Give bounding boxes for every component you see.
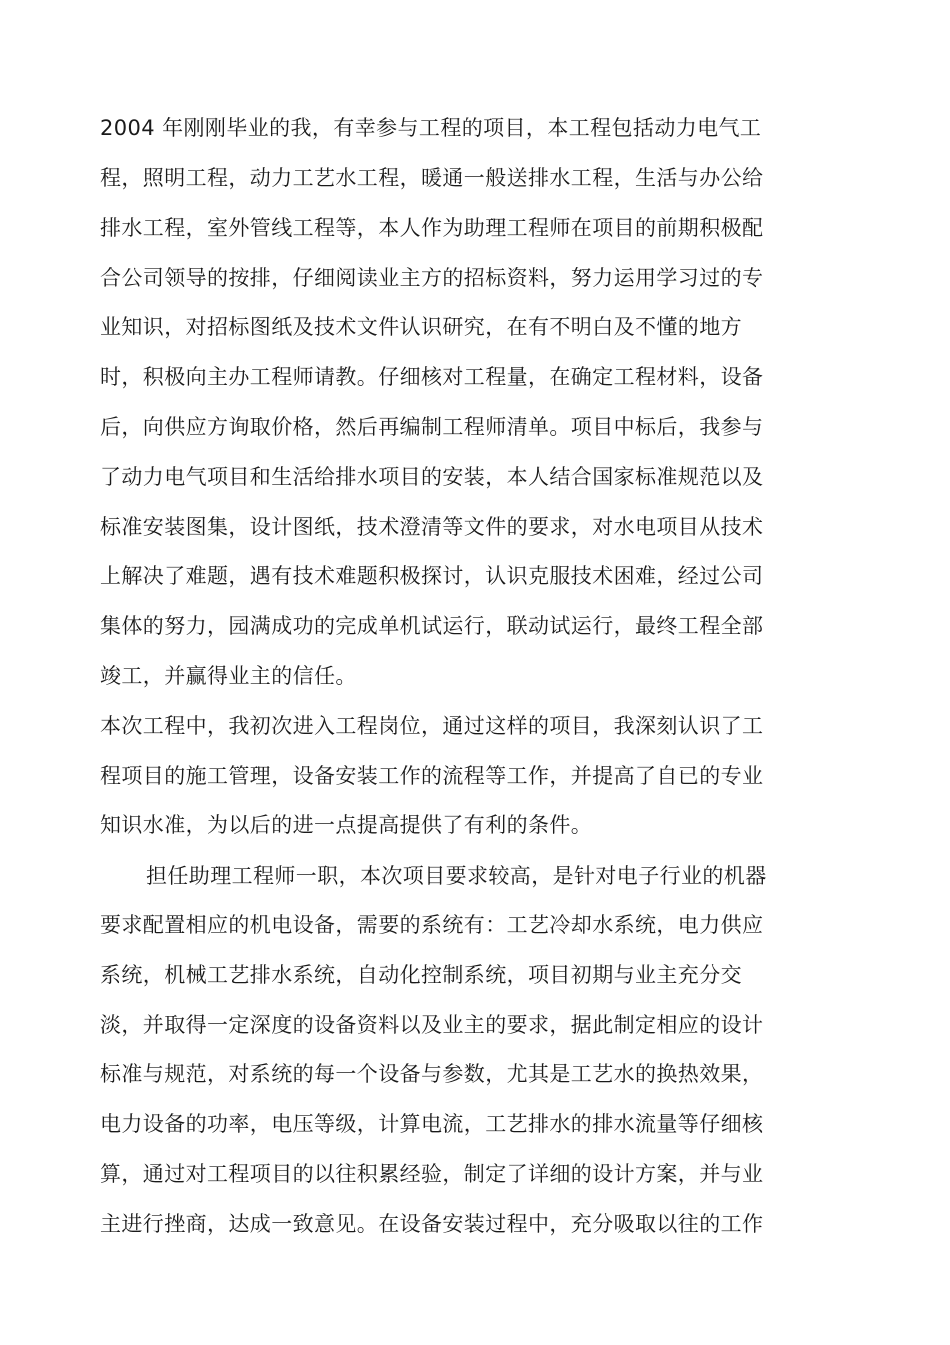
paragraph-3-line-2: 要求配置相应的机电设备，需要的系统有：工艺冷却水系统，电力供应 bbox=[100, 913, 764, 937]
paragraph-3-line-1: 担任助理工程师一职，本次项目要求较高，是针对电子行业的机器 bbox=[146, 864, 767, 888]
paragraph-1-line-10: 上解决了难题，遇有技术难题积极探讨，认识克服技术困难，经过公司 bbox=[100, 564, 764, 588]
paragraph-1-line-6: 时，积极向主办工程师请教。仔细核对工程量，在确定工程材料，设备 bbox=[100, 365, 764, 389]
paragraph-1-line-8: 了动力电气项目和生活给排水项目的安装，本人结合国家标准规范以及 bbox=[100, 465, 764, 489]
paragraph-3-line-7: 算，通过对工程项目的以往积累经验，制定了详细的设计方案，并与业 bbox=[100, 1162, 764, 1186]
paragraph-3-line-4: 淡，并取得一定深度的设备资料以及业主的要求，据此制定相应的设计 bbox=[100, 1013, 764, 1037]
paragraph-2-line-3: 知识水准，为以后的进一点提高提供了有利的条件。 bbox=[100, 813, 593, 837]
paragraph-1-line-4: 合公司领导的按排，仔细阅读业主方的招标资料，努力运用学习过的专 bbox=[100, 266, 764, 290]
paragraph-3-line-3: 系统，机械工艺排水系统，自动化控制系统，项目初期与业主充分交 bbox=[100, 963, 742, 987]
paragraph-2-line-1: 本次工程中，我初次进入工程岗位，通过这样的项目，我深刻认识了工 bbox=[100, 714, 764, 738]
paragraph-2-line-2: 程项目的施工管理，设备安装工作的流程等工作，并提高了自已的专业 bbox=[100, 764, 764, 788]
paragraph-1-line-11: 集体的努力，园满成功的完成单机试运行，联动试运行，最终工程全部 bbox=[100, 614, 764, 638]
paragraph-1-line-3: 排水工程，室外管线工程等，本人作为助理工程师在项目的前期积极配 bbox=[100, 216, 764, 240]
paragraph-1-line-5: 业知识，对招标图纸及技术文件认识研究，在有不明白及不懂的地方 bbox=[100, 315, 742, 339]
paragraph-1-line-12: 竣工，并赢得业主的信任。 bbox=[100, 664, 357, 688]
paragraph-1-line-7: 后，向供应方询取价格，然后再编制工程师清单。项目中标后，我参与 bbox=[100, 415, 764, 439]
paragraph-1-line-9: 标准安装图集，设计图纸，技术澄清等文件的要求，对水电项目从技术 bbox=[100, 515, 764, 539]
paragraph-1-line-1: 2004 年刚刚毕业的我，有幸参与工程的项目，本工程包括动力电气工 bbox=[100, 116, 762, 140]
paragraph-1-line-2: 程，照明工程，动力工艺水工程，暖通一般送排水工程，生活与办公给 bbox=[100, 166, 764, 190]
paragraph-3-line-5: 标准与规范，对系统的每一个设备与参数，尤其是工艺水的换热效果， bbox=[100, 1062, 764, 1086]
paragraph-3-line-8: 主进行挫商，达成一致意见。在设备安装过程中，充分吸取以往的工作 bbox=[100, 1212, 764, 1236]
paragraph-3-line-6: 电力设备的功率，电压等级，计算电流，工艺排水的排水流量等仔细核 bbox=[100, 1112, 764, 1136]
